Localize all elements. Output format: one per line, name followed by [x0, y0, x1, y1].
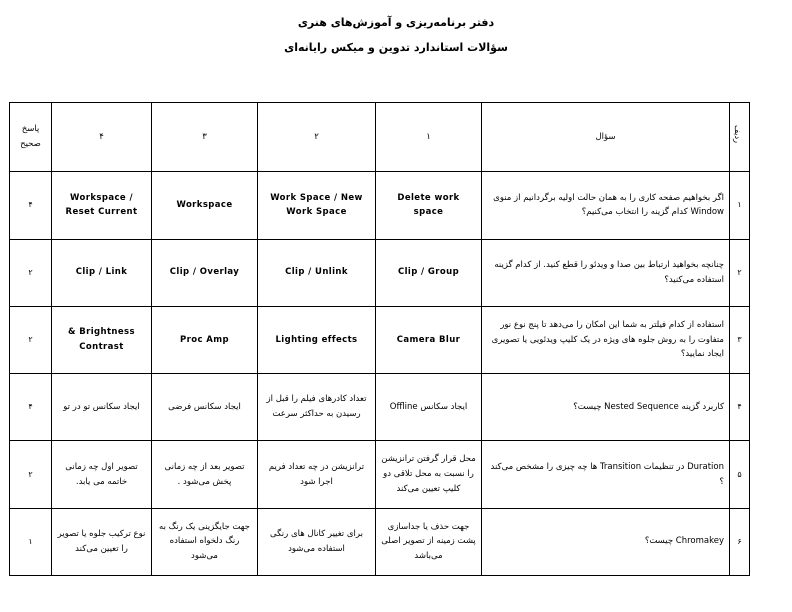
- question-text: استفاده از کدام فیلتر به شما این امکان را می‌دهد تا پنج نوع نور متفاوت را به روش جلوه های ویژه در یک کلیپ ویدئویی یا تصویری ایجاد نمایید؟: [482, 306, 730, 373]
- row-number: ۵: [730, 441, 750, 508]
- question-text: اگر بخواهیم صفحه کاری را به همان حالت اولیه برگردانیم از منوی Window کدام گزینه را انتخاب می‌کنیم؟: [482, 172, 730, 239]
- option-1: Camera Blur: [376, 306, 482, 373]
- header-option-3: ۳: [152, 103, 258, 172]
- row-number: ۶: [730, 508, 750, 575]
- page-title: دفتر برنامه‌ریزی و آموزش‌های هنری: [297, 16, 495, 29]
- option-1: ایجاد سکانس Offline: [376, 374, 482, 441]
- option-3: Clip / Overlay: [152, 239, 258, 306]
- correct-answer: ۲: [10, 239, 52, 306]
- table-row: [10, 508, 750, 575]
- row-number: ۲: [730, 239, 750, 306]
- row-number: ۴: [730, 374, 750, 441]
- option-1: Clip / Group: [376, 239, 482, 306]
- table-row: [10, 441, 750, 508]
- option-2: Clip / Unlink: [258, 239, 376, 306]
- header-row-no: ردیف: [730, 103, 750, 172]
- correct-answer: ۴: [10, 374, 52, 441]
- option-1: محل قرار گرفتن ترانزیشن را نسبت به محل تلاقی دو کلیپ تعیین می‌کند: [376, 441, 482, 508]
- question-text: Chromakey چیست؟: [482, 508, 730, 575]
- option-4: Workspace / Reset Current: [52, 172, 152, 239]
- table-row: [10, 172, 750, 239]
- option-4: & Brightness Contrast: [52, 306, 152, 373]
- option-4: ایجاد سکانس تو در تو: [52, 374, 152, 441]
- correct-answer: ۲: [10, 306, 52, 373]
- row-number: ۱: [730, 172, 750, 239]
- header-question: سؤال: [482, 103, 730, 172]
- table-row: [10, 374, 750, 441]
- table-row: [10, 239, 750, 306]
- option-2: برای تغییر کانال های رنگی استفاده می‌شود: [258, 508, 376, 575]
- option-2: ترانزیشن در چه تعداد فریم اجرا شود: [258, 441, 376, 508]
- table-header-row: [10, 103, 750, 172]
- correct-answer: ۴: [10, 172, 52, 239]
- correct-answer: ۱: [10, 508, 52, 575]
- header-option-4: ۴: [52, 103, 152, 172]
- header-option-1: ۱: [376, 103, 482, 172]
- header-answer: پاسخ صحیح: [10, 103, 52, 172]
- option-3: Workspace: [152, 172, 258, 239]
- row-number: ۳: [730, 306, 750, 373]
- question-text: کاربرد گزینه Nested Sequence چیست؟: [482, 374, 730, 441]
- option-4: نوع ترکیب جلوه یا تصویر را تعیین می‌کند: [52, 508, 152, 575]
- header-option-2: ۲: [258, 103, 376, 172]
- option-4: تصویر اول چه زمانی خاتمه می یابد.: [52, 441, 152, 508]
- page-subtitle: سؤالات استاندارد تدوین و میکس رایانه‌ای: [284, 41, 508, 54]
- option-3: ایجاد سکانس فرضی: [152, 374, 258, 441]
- option-2: Work Space / New Work Space: [258, 172, 376, 239]
- option-2: تعداد کادرهای فیلم را قبل از رسیدن به حداکثر سرعت: [258, 374, 376, 441]
- option-4: Clip / Link: [52, 239, 152, 306]
- option-3: Proc Amp: [152, 306, 258, 373]
- option-2: Lighting effects: [258, 306, 376, 373]
- question-text: Duration در تنظیمات Transition ها چه چیزی را مشخص می‌کند ؟: [482, 441, 730, 508]
- questions-table: [9, 102, 750, 576]
- option-3: جهت جایگزینی یک رنگ به رنگ دلخواه استفاده می‌شود: [152, 508, 258, 575]
- option-1: جهت حذف یا جداسازی پشت زمینه از تصویر اصلی می‌باشد: [376, 508, 482, 575]
- option-1: Delete work space: [376, 172, 482, 239]
- question-text: چنانچه بخواهید ارتباط بین صدا و ویدئو را قطع کنید. از کدام گزینه استفاده می‌کنید؟: [482, 239, 730, 306]
- correct-answer: ۲: [10, 441, 52, 508]
- option-3: تصویر بعد از چه زمانی پخش می‌شود .: [152, 441, 258, 508]
- table-row: [10, 306, 750, 373]
